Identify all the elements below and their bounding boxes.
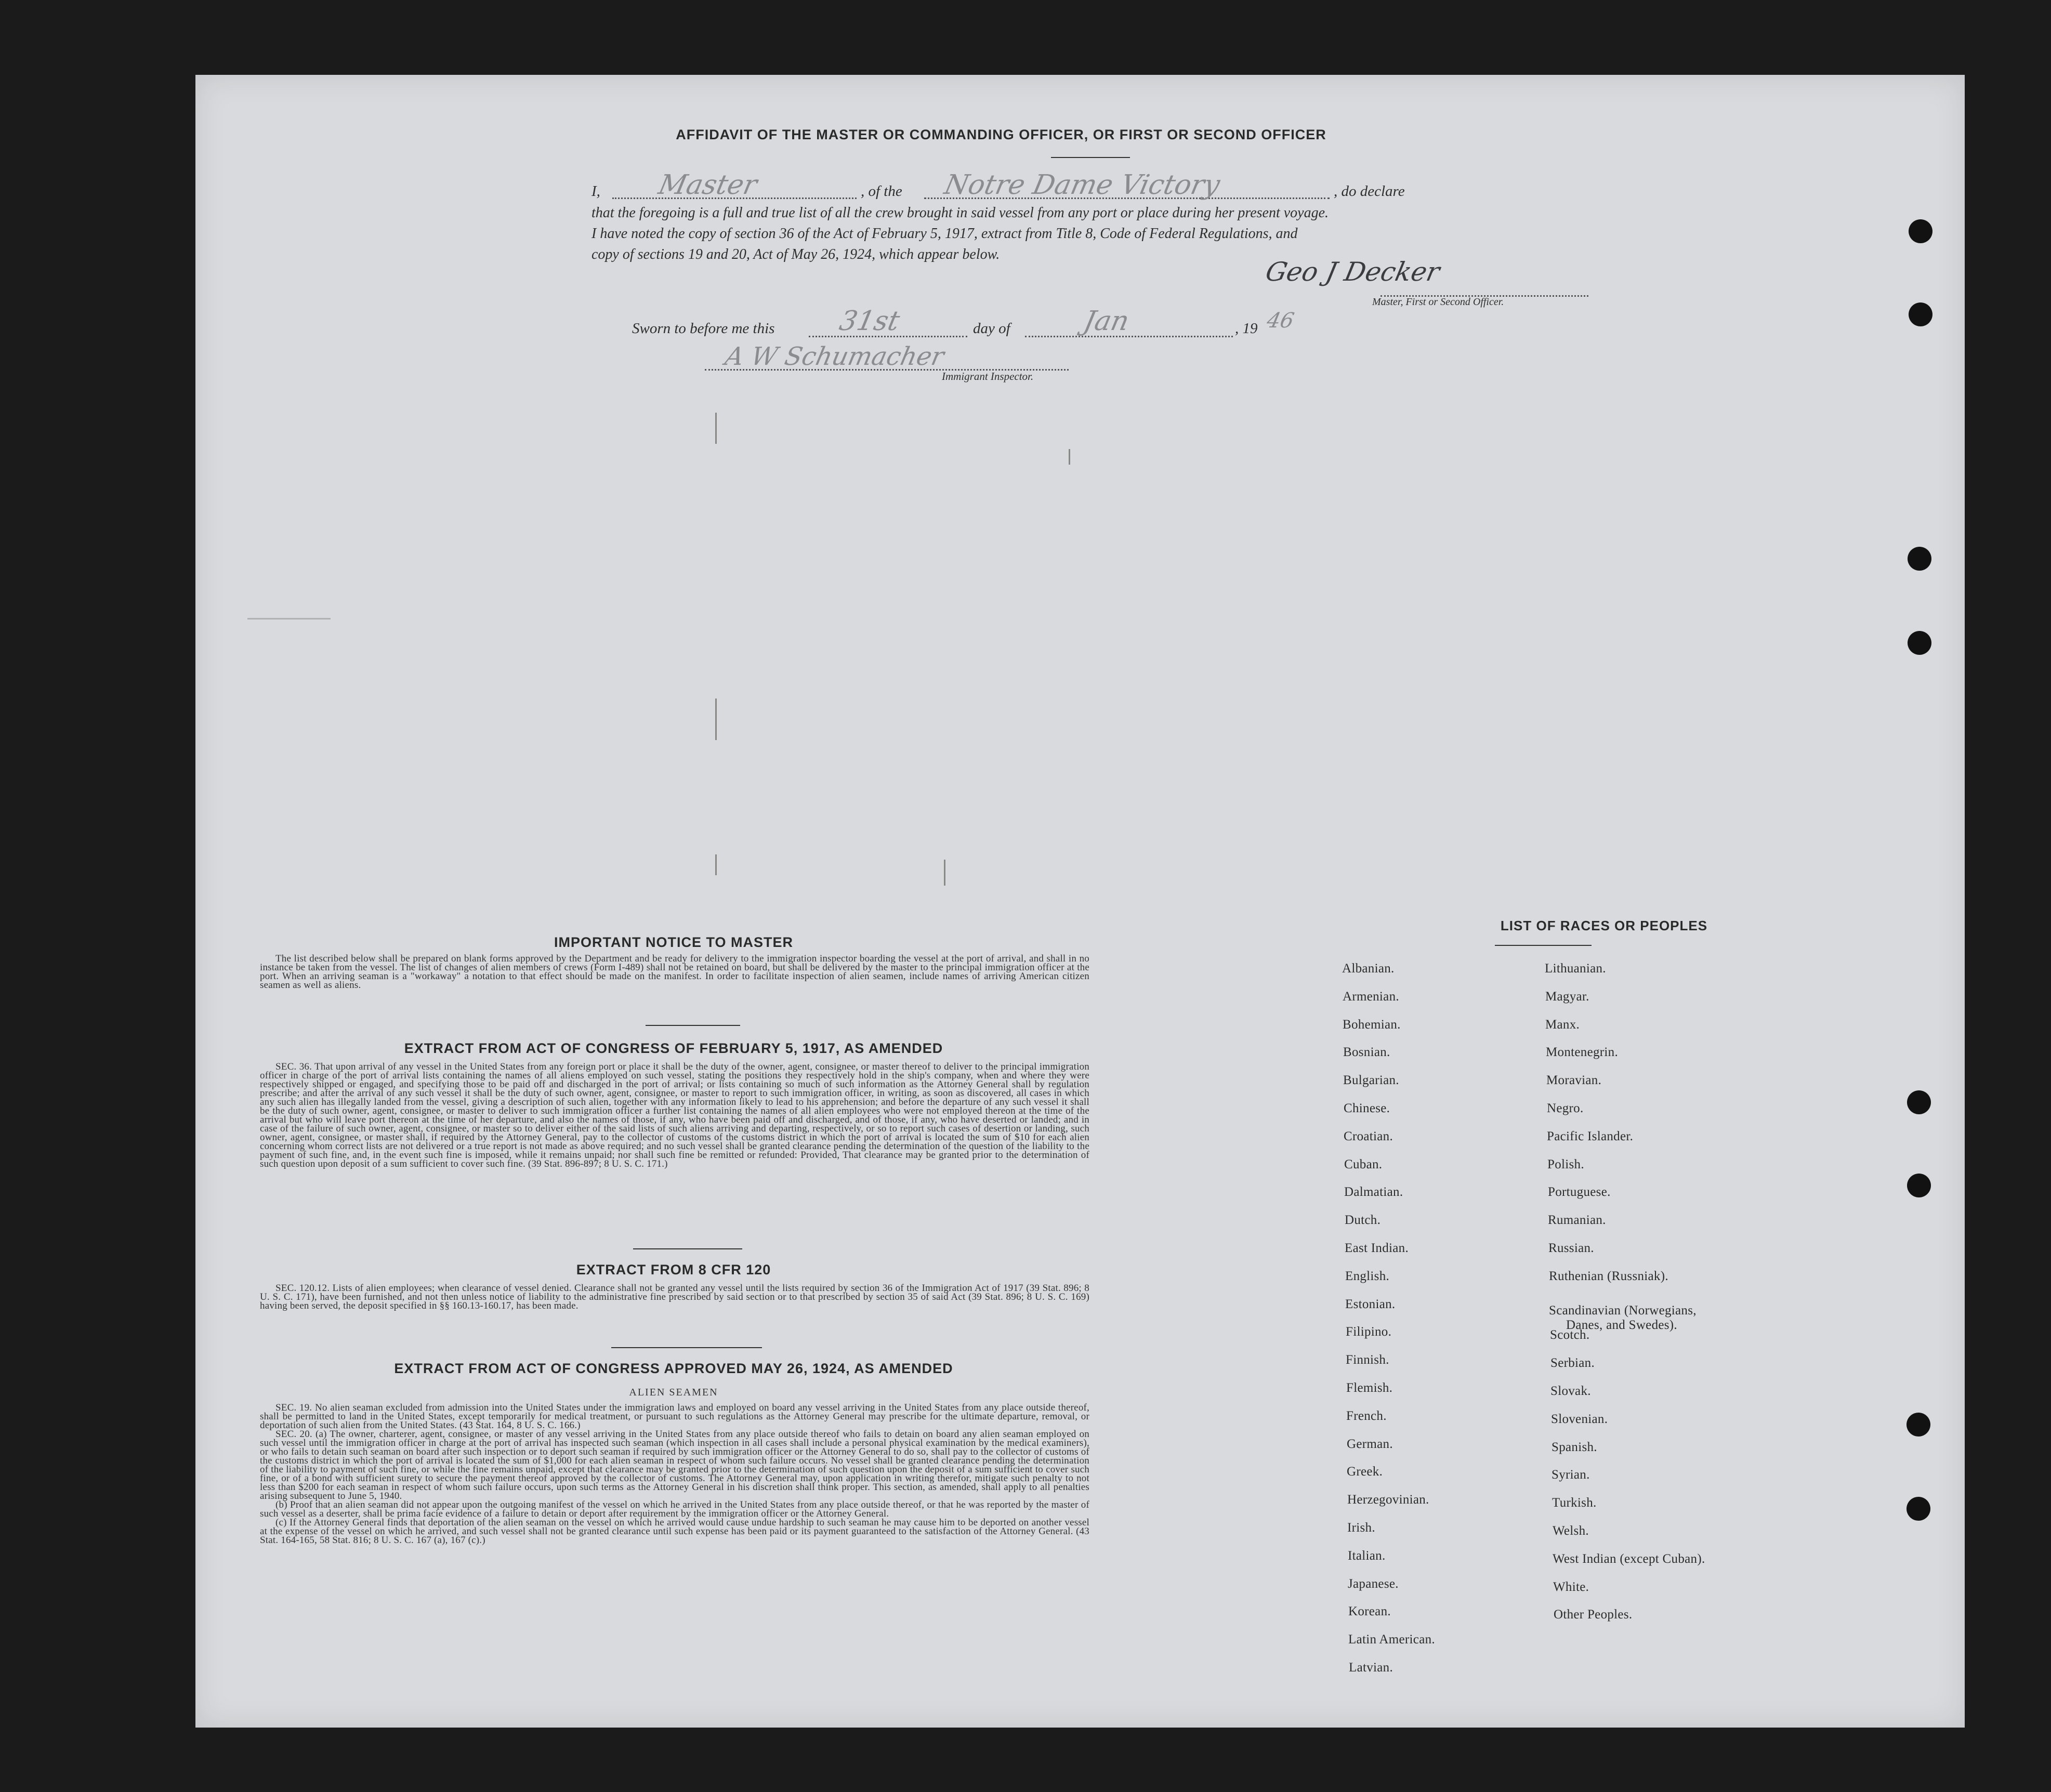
race-item: Negro. xyxy=(1547,1101,1584,1115)
race-item: Pacific Islander. xyxy=(1547,1129,1634,1143)
divider xyxy=(611,1347,762,1348)
affidavit-line-4: copy of sections 19 and 20, Act of May 26, 1924, which appear below. xyxy=(591,246,1000,262)
races-divider xyxy=(1495,945,1592,946)
title-divider xyxy=(1051,157,1130,158)
race-item: Dalmatian. xyxy=(1344,1185,1403,1199)
race-item: Korean. xyxy=(1348,1604,1391,1618)
race-item: Spanish. xyxy=(1552,1440,1597,1454)
race-item: Italian. xyxy=(1348,1549,1386,1563)
race-item: Latvian. xyxy=(1349,1661,1393,1675)
sworn-month: Jan xyxy=(1081,306,1132,337)
race-item: Bulgarian. xyxy=(1343,1073,1399,1087)
sworn-day: 31st xyxy=(836,306,903,337)
document-page xyxy=(195,75,1965,1728)
race-item: Scandinavian (Norwegians, xyxy=(1549,1303,1697,1317)
race-item: Portuguese. xyxy=(1548,1185,1611,1199)
race-item: Cuban. xyxy=(1344,1157,1383,1171)
scan-speck xyxy=(715,854,717,875)
race-item: Japanese. xyxy=(1348,1577,1399,1591)
race-item: Finnish. xyxy=(1346,1353,1389,1367)
sec-20c-text: (c) If the Attorney General finds that deportation of the alien seaman on the vessel on which he arrived would cause undue hardship to such seaman he may cause him to be deported on another vessel at the expense of the vessel on which he arrived, and such vessel shall not be granted clearance until such expense has been paid or its payment guaranteed to the satisfaction of the Attorney General. (43 Stat. 164-165, 58 Stat. 816; 8 U. S. C. 167 (a), 167 (c).) xyxy=(260,1517,1089,1546)
extract-1924-title: EXTRACT FROM ACT OF CONGRESS APPROVED MAY 26, 1924, AS AMENDED xyxy=(394,1361,953,1376)
scan-speck xyxy=(944,860,945,886)
of-the-label: , of the xyxy=(861,183,902,200)
master-name: Master xyxy=(655,169,760,201)
sec-36-text: SEC. 36. That upon arrival of any vessel in the United States from any foreign port or place it shall be the duty of the owner, agent, consignee, or master thereof to deliver to the principal immigration officer in charge of the port of arrival lists containing the names of all aliens employed on such vessel, stating the positions they respectively hold in the ship's company, when and where they were respectively shipped or engaged, and specifying those to be paid off and discharged in the port of arrival; or lists containing so much of such information as the Attorney General shall by regulation prescribe; and after the arrival of any such vessel it shall be the duty of such owner, agent, consignee, or master to report to such immigration officer, in writing, as soon as discovered, all cases in which any such alien has illegally landed from the vessel, giving a description of such alien, together with any information likely to lead to his apprehension; and before the departure of any such vessel it shall be the duty of such owner, agent, consignee, or master to deliver to such immigration officer a further list containing the names of all alien employees who were not employed thereon at the time of the arrival but who will leave port thereon at the time of her departure, and also the names of those, if any, who have been paid off and discharged, and of those, if any, who have deserted or landed; and in case of the failure of such owner, agent, consignee, or master so to deliver either of the said lists of such aliens arriving and departing, respectively, or so to report such cases of desertion or landing, such owner, agent, consignee, or master shall, if required by the Attorney General, pay to the collector of customs of the customs district in which the port of arrival is located the sum of $10 for each alien concerning whom correct lists are not delivered or a true report is not made as above required; and no such vessel shall be granted clearance pending the determination of the question of the liability to the payment of such fine, and, in the event such fine is imposed, while it remains unpaid; nor shall such fine be remitted or refunded: Provided, That clearance may be granted prior to the determination of such question upon deposit of a sum sufficient to cover such fine. (39 Stat. 896-897; 8 U. S. C. 171.) xyxy=(260,1061,1089,1169)
affidavit-title: AFFIDAVIT OF THE MASTER OR COMMANDING OFFICER, OR FIRST OR SECOND OFFICER xyxy=(676,127,1326,142)
race-item: Bohemian. xyxy=(1343,1018,1401,1032)
sec-120-12-text: SEC. 120.12. Lists of alien employees; when clearance of vessel denied. Clearance shall not be granted any vessel until the lists required by section 36 of the Immigration Act of 1917 (39 Stat. 896; 8 U. S. C. 171), have been furnished, and not then unless notice of liability to the administrative fine prescribed by said section or to that prescribed by section 35 of said Act (39 Stat. 896; 8 U. S. C. 169) having been served, the deposit specified in §§ 160.13-160.17, has been made. xyxy=(260,1283,1089,1311)
punch-hole xyxy=(1907,1497,1930,1521)
officer-signature-caption: Master, First or Second Officer. xyxy=(1372,296,1504,308)
inspector-caption: Immigrant Inspector. xyxy=(942,370,1034,383)
affidavit-line-1 xyxy=(591,169,1569,203)
races-title: LIST OF RACES OR PEOPLES xyxy=(1500,918,1708,933)
race-item: White. xyxy=(1553,1580,1589,1594)
race-item: Turkish. xyxy=(1552,1496,1597,1510)
race-item: Estonian. xyxy=(1345,1297,1396,1311)
inspector-signature: A W Schumacher xyxy=(722,342,947,371)
punch-hole xyxy=(1909,302,1932,326)
race-item: Rumanian. xyxy=(1548,1213,1606,1227)
race-item: Greek. xyxy=(1347,1465,1383,1479)
race-item: Russian. xyxy=(1548,1241,1594,1255)
scan-speck xyxy=(247,618,331,620)
i-label: I, xyxy=(591,183,600,200)
affidavit-line-3: I have noted the copy of section 36 of the Act of February 5, 1917, extract from Title 8, Code of Federal Regulations, and xyxy=(591,226,1298,242)
race-item: Serbian. xyxy=(1550,1356,1595,1370)
sworn-label: Sworn to before me this xyxy=(632,320,775,337)
notice-text: The list described below shall be prepared on blank forms approved by the Department and be ready for delivery to the immigration inspector boarding the vessel at the port of arrival, and shall in no instance be taken from the vessel. The list of changes of alien members of crews (Form I-489) shall not be retained on board, but shall be delivered by the master to the principal immigration officer at the port. When an arriving seaman is a "workaway" a notation to that effect should be made on the manifest. In order to facilitate inspection of alien seamen, include names of arriving American citizen seamen as well as aliens. xyxy=(260,953,1089,991)
race-item: Polish. xyxy=(1547,1157,1584,1171)
declare-tail: , do declare xyxy=(1334,183,1405,200)
race-item: Dutch. xyxy=(1345,1213,1381,1227)
race-item: Slovenian. xyxy=(1551,1412,1608,1426)
race-item: Latin American. xyxy=(1348,1632,1435,1646)
race-item: Slovak. xyxy=(1550,1384,1591,1398)
affidavit-line-2: that the foregoing is a full and true list of all the crew brought in said vessel from any port or place during her present voyage. xyxy=(591,205,1329,221)
race-item: Danes, and Swedes). xyxy=(1566,1318,1677,1332)
race-item: Scotch. xyxy=(1550,1328,1590,1342)
day-of-label: day of xyxy=(973,320,1010,337)
race-item: German. xyxy=(1347,1437,1393,1451)
punch-hole xyxy=(1907,1090,1931,1114)
extract-cfr-body xyxy=(260,1284,1089,1310)
alien-seamen-subtitle: ALIEN SEAMEN xyxy=(629,1387,718,1398)
race-item: Syrian. xyxy=(1552,1468,1590,1482)
race-item: Armenian. xyxy=(1343,990,1399,1004)
extract-1924-body xyxy=(260,1403,1089,1545)
sec-19-text: SEC. 19. No alien seaman excluded from admission into the United States under the immigration laws and employed on board any vessel arriving in the United States from any place outside thereof, shall be permitted to land in the United States, except temporarily for medical treatment, or pursuant to such regulations as the Attorney General may prescribe for the ultimate departure, removal, or deportation of such alien from the United States. (43 Stat. 164, 8 U. S. C. 166.) xyxy=(260,1402,1089,1431)
extract-1917-body xyxy=(260,1062,1089,1168)
race-item: Croatian. xyxy=(1344,1129,1393,1143)
punch-hole xyxy=(1907,1174,1931,1197)
race-item: Moravian. xyxy=(1546,1073,1602,1087)
race-item: Herzegovinian. xyxy=(1347,1493,1429,1507)
race-item: Irish. xyxy=(1347,1521,1375,1535)
sec-20a-text: SEC. 20. (a) The owner, charterer, agent, consignee, or master of any vessel arriving in the United States from any place outside thereof who fails to detain on board any alien seaman employed on such vessel until the immigration officer in charge at the port of arrival has inspected such seaman (which inspection in all cases shall include a personal physical examination by the medical examiners), or who fails to detain such seaman on board after such inspection or to deport such seaman if required by such immigration officer or the Attorney General to do so, shall pay to the collector of customs of the customs district in which the port of arrival is located the sum of $1,000 for each alien seaman in respect of whom such failure occurs. No vessel shall be granted clearance pending the determination of the liability to payment of such fine, or while the fine remains unpaid, except that clearance may be granted prior to the determination of such question upon the deposit of a sum sufficient to cover such fine, or of a bond with sufficient surety to secure the payment thereof approved by the collector of customs. The Attorney General may, upon application in writing therefor, mitigate such penalty to not less than $200 for each seaman in respect of whom such failure occurs, upon such terms as the Attorney General in his discretion shall think proper. This section, as amended, shall apply to all penalties arising subsequent to June 5, 1940. xyxy=(260,1429,1089,1501)
race-item: Other Peoples. xyxy=(1554,1607,1633,1622)
race-item: Filipino. xyxy=(1346,1325,1392,1339)
extract-1917-title: EXTRACT FROM ACT OF CONGRESS OF FEBRUARY 5, 1917, AS AMENDED xyxy=(404,1040,943,1056)
race-item: English. xyxy=(1345,1269,1390,1283)
race-item: West Indian (except Cuban). xyxy=(1553,1552,1705,1566)
sec-20b-text: (b) Proof that an alien seaman did not appear upon the outgoing manifest of the vessel on which he arrived in the United States from any place outside thereof, or that he was reported by the master of such vessel as a deserter, shall be prima facie evidence of a failure to detain or deport after requirement by the immigration officer or the Attorney General. xyxy=(260,1499,1089,1519)
punch-hole xyxy=(1907,1413,1930,1437)
notice-title: IMPORTANT NOTICE TO MASTER xyxy=(554,934,793,950)
extract-cfr-title: EXTRACT FROM 8 CFR 120 xyxy=(576,1262,771,1277)
race-item: Albanian. xyxy=(1342,961,1395,976)
race-item: East Indian. xyxy=(1345,1241,1409,1255)
scan-speck xyxy=(715,413,717,444)
race-item: Magyar. xyxy=(1545,990,1589,1004)
sworn-month-field xyxy=(1025,334,1233,337)
divider xyxy=(633,1248,742,1249)
race-item: Bosnian. xyxy=(1343,1045,1390,1059)
officer-signature: Geo J Decker xyxy=(1263,257,1443,287)
race-item: Manx. xyxy=(1545,1018,1580,1032)
race-item: Chinese. xyxy=(1344,1101,1390,1115)
scan-speck xyxy=(1069,449,1070,465)
race-item: Lithuanian. xyxy=(1545,961,1606,976)
race-item: Ruthenian (Russniak). xyxy=(1549,1269,1668,1283)
punch-hole xyxy=(1909,219,1932,243)
race-item: French. xyxy=(1346,1409,1387,1423)
vessel-name: Notre Dame Victory xyxy=(941,169,1223,201)
notice-body xyxy=(260,954,1089,990)
punch-hole xyxy=(1908,547,1931,571)
year-suffix: 46 xyxy=(1265,309,1296,333)
race-item: Flemish. xyxy=(1346,1381,1393,1395)
punch-hole xyxy=(1908,631,1931,655)
scan-speck xyxy=(715,699,717,740)
race-item: Montenegrin. xyxy=(1546,1045,1618,1059)
divider xyxy=(646,1025,740,1026)
race-item: Welsh. xyxy=(1553,1524,1589,1538)
year-prefix: , 19 xyxy=(1235,320,1258,337)
